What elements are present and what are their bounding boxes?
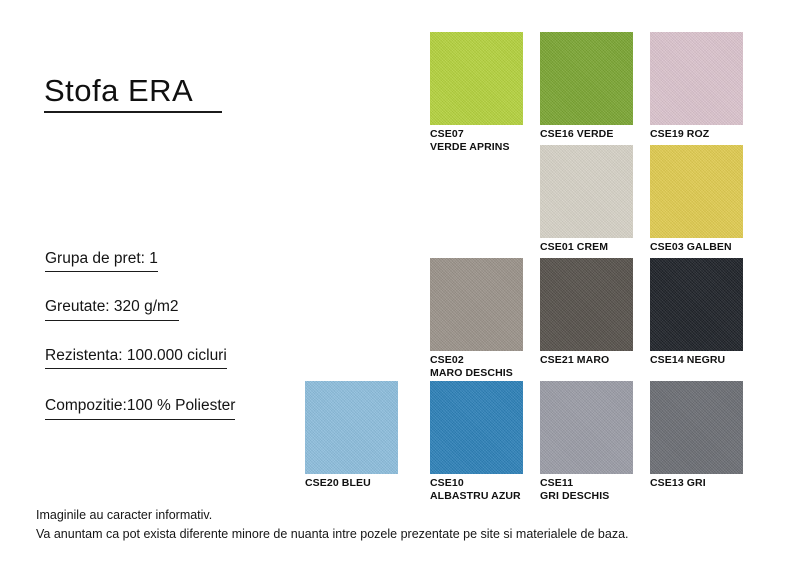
swatch-cell[interactable] <box>430 381 523 503</box>
swatch-label-line1: CSE16 VERDE <box>540 128 614 140</box>
swatch-cell[interactable] <box>430 258 523 380</box>
swatch-color-chip[interactable] <box>540 145 633 238</box>
swatch-color-chip[interactable] <box>650 145 743 238</box>
swatch-label-line2: VERDE APRINS <box>430 140 510 153</box>
swatch-cell[interactable] <box>430 32 523 154</box>
swatch-color-chip[interactable] <box>430 258 523 351</box>
swatch-cell[interactable] <box>540 32 633 141</box>
swatch-label-line1: CSE03 GALBEN <box>650 241 732 253</box>
swatch-color-chip[interactable] <box>540 32 633 125</box>
swatch-label-line2: ALBASTRU AZUR <box>430 489 521 502</box>
swatch-color-chip[interactable] <box>650 258 743 351</box>
spec-text: Greutate: 320 g/m2 <box>45 296 179 320</box>
swatch-cell[interactable] <box>650 145 743 254</box>
swatch-label-line2: MARO DESCHIS <box>430 366 513 379</box>
swatch-color-chip[interactable] <box>540 381 633 474</box>
swatch-label-line1: CSE20 BLEU <box>305 477 371 489</box>
swatch-color-chip[interactable] <box>430 381 523 474</box>
spec-text: Compozitie: <box>45 395 127 419</box>
swatch-label-line1: CSE07 <box>430 128 464 140</box>
spec-row <box>45 248 375 272</box>
swatch-color-chip[interactable] <box>650 32 743 125</box>
swatch-color-chip[interactable] <box>305 381 398 474</box>
swatch-cell[interactable] <box>540 258 633 367</box>
swatch-label-line1: CSE21 MARO <box>540 354 610 366</box>
spec-text: Rezistenta: 100.000 cicluri <box>45 345 227 369</box>
swatch-label-line1: CSE10 <box>430 477 464 489</box>
swatch-label-line1: CSE19 ROZ <box>650 128 710 140</box>
spec-text: 100 % Poliester <box>127 395 236 419</box>
footer-line-1: Imaginile au caracter informativ. <box>36 508 213 522</box>
swatch-label-line1: CSE02 <box>430 354 464 366</box>
spec-text: Grupa de pret: 1 <box>45 248 158 272</box>
footer-notes <box>36 506 776 545</box>
swatch-cell[interactable] <box>540 145 633 254</box>
swatch-color-chip[interactable] <box>650 381 743 474</box>
swatch-label-line1: CSE13 GRI <box>650 477 706 489</box>
swatch-color-chip[interactable] <box>540 258 633 351</box>
title-block <box>44 74 222 113</box>
swatch-cell[interactable] <box>650 381 743 490</box>
swatch-cell[interactable] <box>305 381 398 490</box>
swatch-cell[interactable] <box>540 381 633 503</box>
swatch-label-line1: CSE11 <box>540 477 574 489</box>
title-underline <box>44 111 222 113</box>
swatch-label-line1: CSE01 CREM <box>540 241 609 253</box>
footer-line-2: Va anuntam ca pot exista diferente minore de nuanta intre pozele prezentate pe site si materialele de baza. <box>36 527 629 542</box>
swatch-cell[interactable] <box>650 32 743 141</box>
spec-row <box>45 296 375 320</box>
spec-row <box>45 345 375 369</box>
swatch-cell[interactable] <box>650 258 743 367</box>
swatch-label-line1: CSE14 NEGRU <box>650 354 726 366</box>
swatch-label-line2: GRI DESCHIS <box>540 489 610 502</box>
swatch-color-chip[interactable] <box>430 32 523 125</box>
page-title: Stofa ERA <box>44 73 194 108</box>
